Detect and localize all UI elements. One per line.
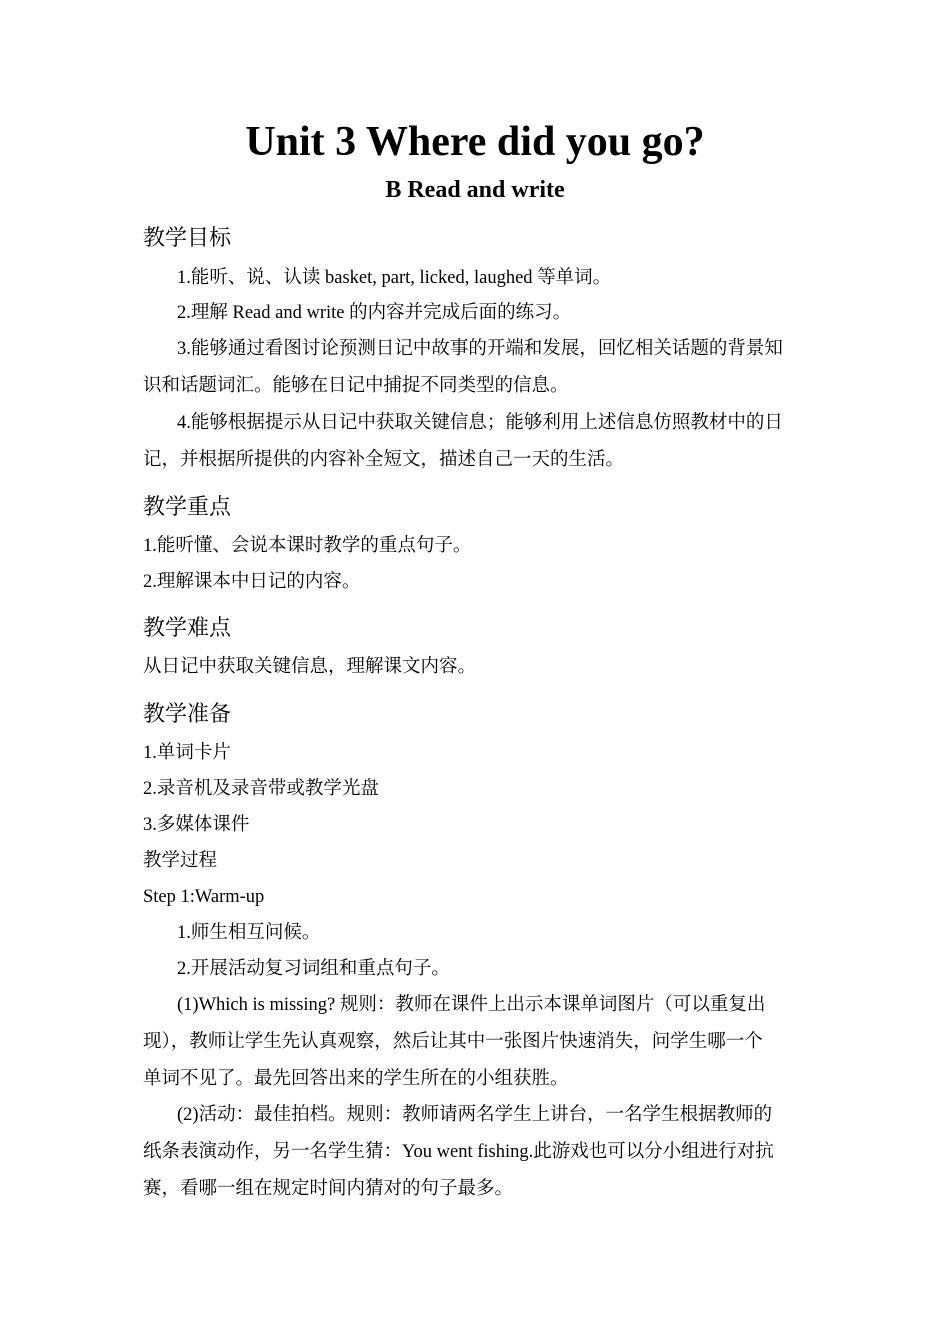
process-line: (1)Which is missing? 规则：教师在课件上出示本课单词图片（可以重复出	[177, 995, 766, 1015]
process-line: 单词不见了。最先回答出来的学生所在的小组获胜。	[143, 1069, 569, 1089]
section-heading-objectives: 教学目标	[143, 226, 232, 251]
preparation-line: 3.多媒体课件	[143, 815, 250, 835]
process-line: 2.开展活动复习词组和重点句子。	[177, 959, 450, 979]
objective-line: 记，并根据所提供的内容补全短文，描述自己一天的生活。	[143, 450, 625, 470]
process-line: 纸条表演动作，另一名学生猜：You went fishing.此游戏也可以分小组进行对抗	[143, 1142, 774, 1162]
process-line: 现），教师让学生先认真观察，然后让其中一张图片快速消失，问学生哪一个	[143, 1032, 763, 1052]
key-point-line: 2.理解课本中日记的内容。	[143, 572, 361, 592]
section-heading-difficulties: 教学难点	[143, 616, 232, 641]
document-subtitle: B Read and write	[385, 177, 565, 203]
objective-line: 2.理解 Read and write 的内容并完成后面的练习。	[177, 303, 572, 323]
preparation-line: 2.录音机及录音带或教学光盘	[143, 779, 379, 799]
objective-line: 识和话题词汇。能够在日记中捕捉不同类型的信息。	[143, 376, 569, 396]
section-heading-preparation: 教学准备	[143, 702, 232, 727]
preparation-line: 1.单词卡片	[143, 743, 231, 763]
section-heading-process: 教学过程	[143, 851, 218, 871]
objective-line: 3.能够通过看图讨论预测日记中故事的开端和发展，回忆相关话题的背景知	[177, 339, 783, 359]
process-line: 1.师生相互问候。	[177, 923, 321, 943]
step-heading: Step 1:Warm-up	[143, 887, 265, 907]
section-heading-key-points: 教学重点	[143, 495, 232, 520]
difficulty-line: 从日记中获取关键信息，理解课文内容。	[143, 657, 477, 677]
process-line: (2)活动：最佳拍档。规则：教师请两名学生上讲台，一名学生根据教师的	[177, 1105, 773, 1125]
process-line: 赛，看哪一组在规定时间内猜对的句子最多。	[143, 1179, 514, 1199]
objective-line: 1.能听、说、认读 basket, part, licked, laughed 等单词。	[177, 268, 612, 288]
document-title: Unit 3 Where did you go?	[245, 119, 705, 165]
objective-line: 4.能够根据提示从日记中获取关键信息；能够利用上述信息仿照教材中的日	[177, 413, 783, 433]
key-point-line: 1.能听懂、会说本课时教学的重点句子。	[143, 536, 472, 556]
